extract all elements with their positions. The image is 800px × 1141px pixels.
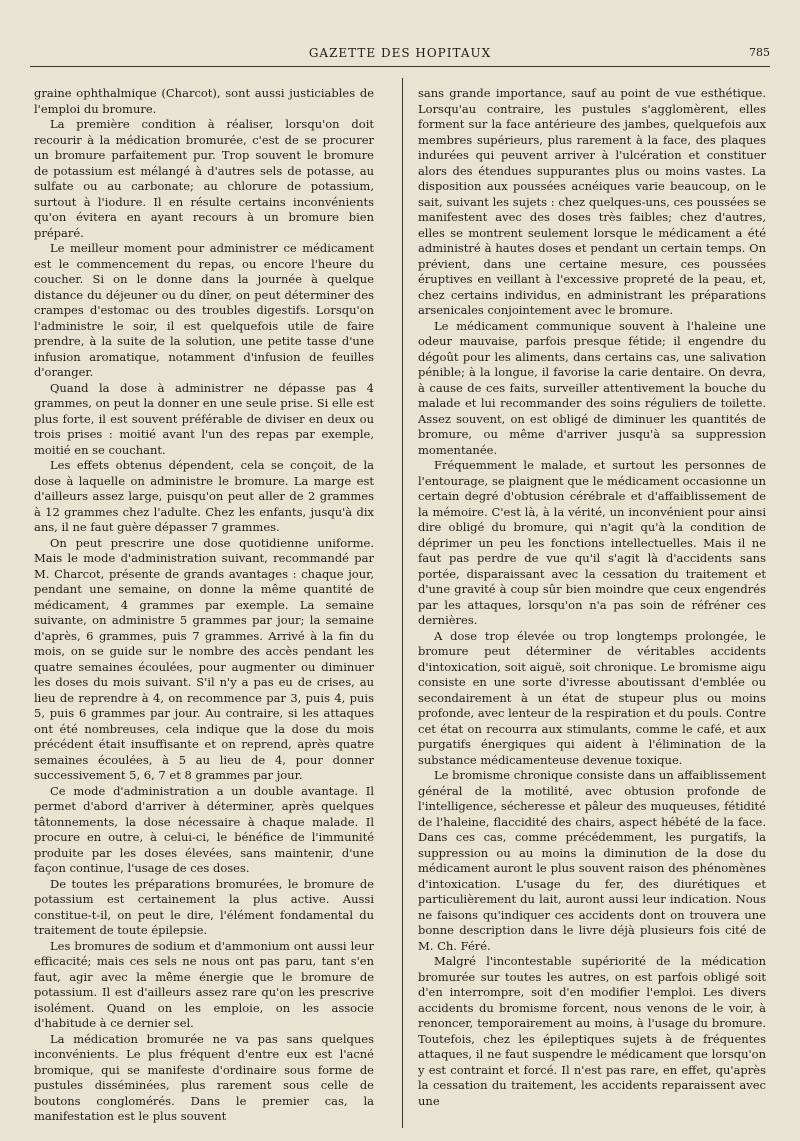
paragraph: sans grande importance, sauf au point de vue esthétique. Lorsqu'au contraire, les pustules s'agglomèrent, elles forment sur la face antérieure des jambes, quelquefois aux membres supérieurs, plus rarement à la face, des plaques indurées qui peuvent arriver à l'ulcération et constituer alors des étendues suppurantes plus ou moins vastes. La disposition aux poussées acnéiques varie beaucoup, on le sait, suivant les sujets : chez quelques-uns, ces poussées se manifestent avec des doses très faibles; chez d'autres, elles se montrent seulement lorsque le médicament a été administré à hautes doses et pendant un certain temps. On prévient, dans une certaine mesure, ces poussées éruptives en veillant à l'excessive propreté de la peau, et, chez certains individus, en administrant les préparations arsenicales conjointement avec le bromure. [418,86,766,317]
paragraph: Les bromures de sodium et d'ammonium ont aussi leur efficacité; mais ces sels ne nous ont pas paru, tant s'en faut, agir avec la même énergie que le bromure de potassium. Il est d'ailleurs assez rare qu'on les prescrive isolément. Quand on les emploie, on les associe d'habitude à ce dernier sel. [34,938,374,1030]
paragraph: Fréquemment le malade, et surtout les personnes de l'entourage, se plaignent que le médicament occasionne un certain degré d'obtusion cérébrale et d'affaiblissement de la mémoire. C'est là, à la vérité, un inconvénient pour ainsi dire obligé du bromure, qui n'agit qu'à la condition de déprimer un peu les fonctions intellectuelles. Mais il ne faut pas perdre de vue qu'il s'agit là d'accidents sans portée, disparaissant avec la cessation du traitement et d'une gravité à coup sûr bien moindre que ceux engendrés par les attaques, lorsqu'on n'a pas soin de réfréner ces dernières. [418,458,766,627]
paragraph: Les effets obtenus dépendent, cela se conçoit, de la dose à laquelle on administre le bromure. La marge est d'ailleurs assez large, puisqu'on peut aller de 2 grammes à 12 grammes chez l'adulte. Chez les enfants, jusqu'à dix ans, il ne faut guère dépasser 7 grammes. [34,458,374,534]
paragraph: Malgré l'incontestable supériorité de la médication bromurée sur toutes les autres, on est parfois obligé soit d'en interrompre, soit d'en modifier l'emploi. Les divers accidents du bromisme forcent, nous venons de le voir, à renoncer, temporairement au moins, à l'usage du bromure. Toutefois, chez les épileptiques sujets à de fréquentes attaques, il ne faut suspendre le médicament que lorsqu'on y est contraint et forcé. Il n'est pas rare, en effet, qu'après la cessation du traitement, les accidents reparaissent avec une [418,954,766,1108]
paragraph: Le meilleur moment pour administrer ce médicament est le commencement du repas, ou encore l'heure du coucher. Si on le donne dans la journée à quelque distance du déjeuner ou du dîner, on peut déterminer des crampes d'estomac ou des troubles digestifs. Lorsqu'on l'administre le soir, il est quelquefois utile de faire prendre, à la suite de la solution, une petite tasse d'une infusion aromatique, notamment d'infusion de feuilles d'oranger. [34,241,374,379]
paragraph: Ce mode d'administration a un double avantage. Il permet d'abord d'arriver à déterminer, après quelques tâtonnements, la dose nécessaire à chaque malade. Il procure en outre, à celui-ci, le bénéfice de l'immunité produite par les doses élevées, sans maintenir, d'une façon continue, l'usage de ces doses. [34,783,374,875]
paragraph: On peut prescrire une dose quotidienne uniforme. Mais le mode d'administration suivant, recommandé par M. Charcot, présente de grands avantages : chaque jour, pendant une semaine, on donne la même quantité de médicament, 4 grammes par exemple. La semaine suivante, on administre 5 grammes par jour; la semaine d'après, 6 grammes, puis 7 grammes. Arrivé à la fin du mois, on se guide sur le nombre des accès pendant les quatre semaines écoulées, pour augmenter ou diminuer les doses du mois suivant. S'il n'y a pas eu de crises, au lieu de reprendre à 4, on recommence par 3, puis 4, puis 5, puis 6 grammes par jour. Au contraire, si les attaques ont été nombreuses, cela indique que la dose du mois précédent était insuffisante et on reprend, après quatre semaines écoulées, à 5 au lieu de 4, pour donner successivement 5, 6, 7 et 8 grammes par jour. [34,535,374,782]
paragraph: La première condition à réaliser, lorsqu'on doit recourir à la médication bromurée, c'est de se procurer un bromure parfaitement pur. Trop souvent le bromure de potassium est mélangé à d'autres sels de potasse, au sulfate ou au carbonate; au chlorure de potassium, surtout à l'iodure. Il en résulte certains inconvénients qu'on évitera en ayant recours à un bromure bien préparé. [34,117,374,240]
paragraph: De toutes les préparations bromurées, le bromure de potassium est certainement la plus active. Aussi constitue-t-il, on peut le dire, l'élément fondamental du traitement de toute épilepsie. [34,876,374,937]
paragraph: La médication bromurée ne va pas sans quelques inconvénients. Le plus fréquent d'entre eux est l'acné bromique, qui se manifeste d'ordinaire sous forme de pustules disséminées, plus rarement sous celle de boutons conglomérés. Dans le premier cas, la manifestation est le plus souvent [34,1031,374,1123]
left-column [34,86,374,1125]
right-column [418,86,766,1109]
column-divider [402,78,403,1128]
journal-title: GAZETTE DES HOPITAUX [308,46,492,60]
paragraph: Le médicament communique souvent à l'haleine une odeur mauvaise, parfois presque fétide; il engendre du dégoût pour les aliments, dans certains cas, une salivation pénible; à la longue, il favorise la carie dentaire. On devra, à cause de ces faits, surveiller attentivement la bouche du malade et lui recommander des soins réguliers de toilette. Assez souvent, on est obligé de diminuer les quantités de bromure, ou même d'arriver jusqu'à sa suppression momentanée. [418,318,766,457]
paragraph: A dose trop élevée ou trop longtemps prolongée, le bromure peut déterminer de véritables accidents d'intoxication, soit aiguë, soit chronique. Le bromisme aigu consiste en une sorte d'ivresse aboutissant d'emblée ou secondairement à un état de stupeur plus ou moins profonde, avec lenteur de la respiration et du pouls. Contre cet état on recourra aux stimulants, comme le café, et aux purgatifs énergiques qui aident à l'élimination de la substance médicamenteuse devenue toxique. [418,628,767,767]
page-number: 785 [749,46,770,59]
header-rule [30,66,770,67]
paragraph: Le bromisme chronique consiste dans un affaiblissement général de la motilité, avec obtusion profonde de l'intelligence, sécheresse et pâleur des muqueuses, fétidité de l'haleine, flaccidité des chairs, aspect hébété de la face. Dans ces cas, comme précédemment, les purgatifs, la suppression ou au moins la diminution de la dose du médicament auront le plus souvent raison des phénomènes d'intoxication. L'usage du fer, des diurétiques et particulièrement du lait, auront aussi leur indication. Nous ne faisons qu'indiquer ces accidents dont on trouvera une bonne description dans le livre déjà plusieurs fois cité de M. Ch. Féré. [418,768,766,953]
page-header [30,46,770,66]
paragraph: graine ophthalmique (Charcot), sont aussi justiciables de l'emploi du bromure. [34,86,374,116]
paragraph: Quand la dose à administrer ne dépasse pas 4 grammes, on peut la donner en une seule prise. Si elle est plus forte, il est souvent préférable de diviser en deux ou trois prises : moitié avant l'un des repas par exemple, moitié en se couchant. [34,380,374,457]
